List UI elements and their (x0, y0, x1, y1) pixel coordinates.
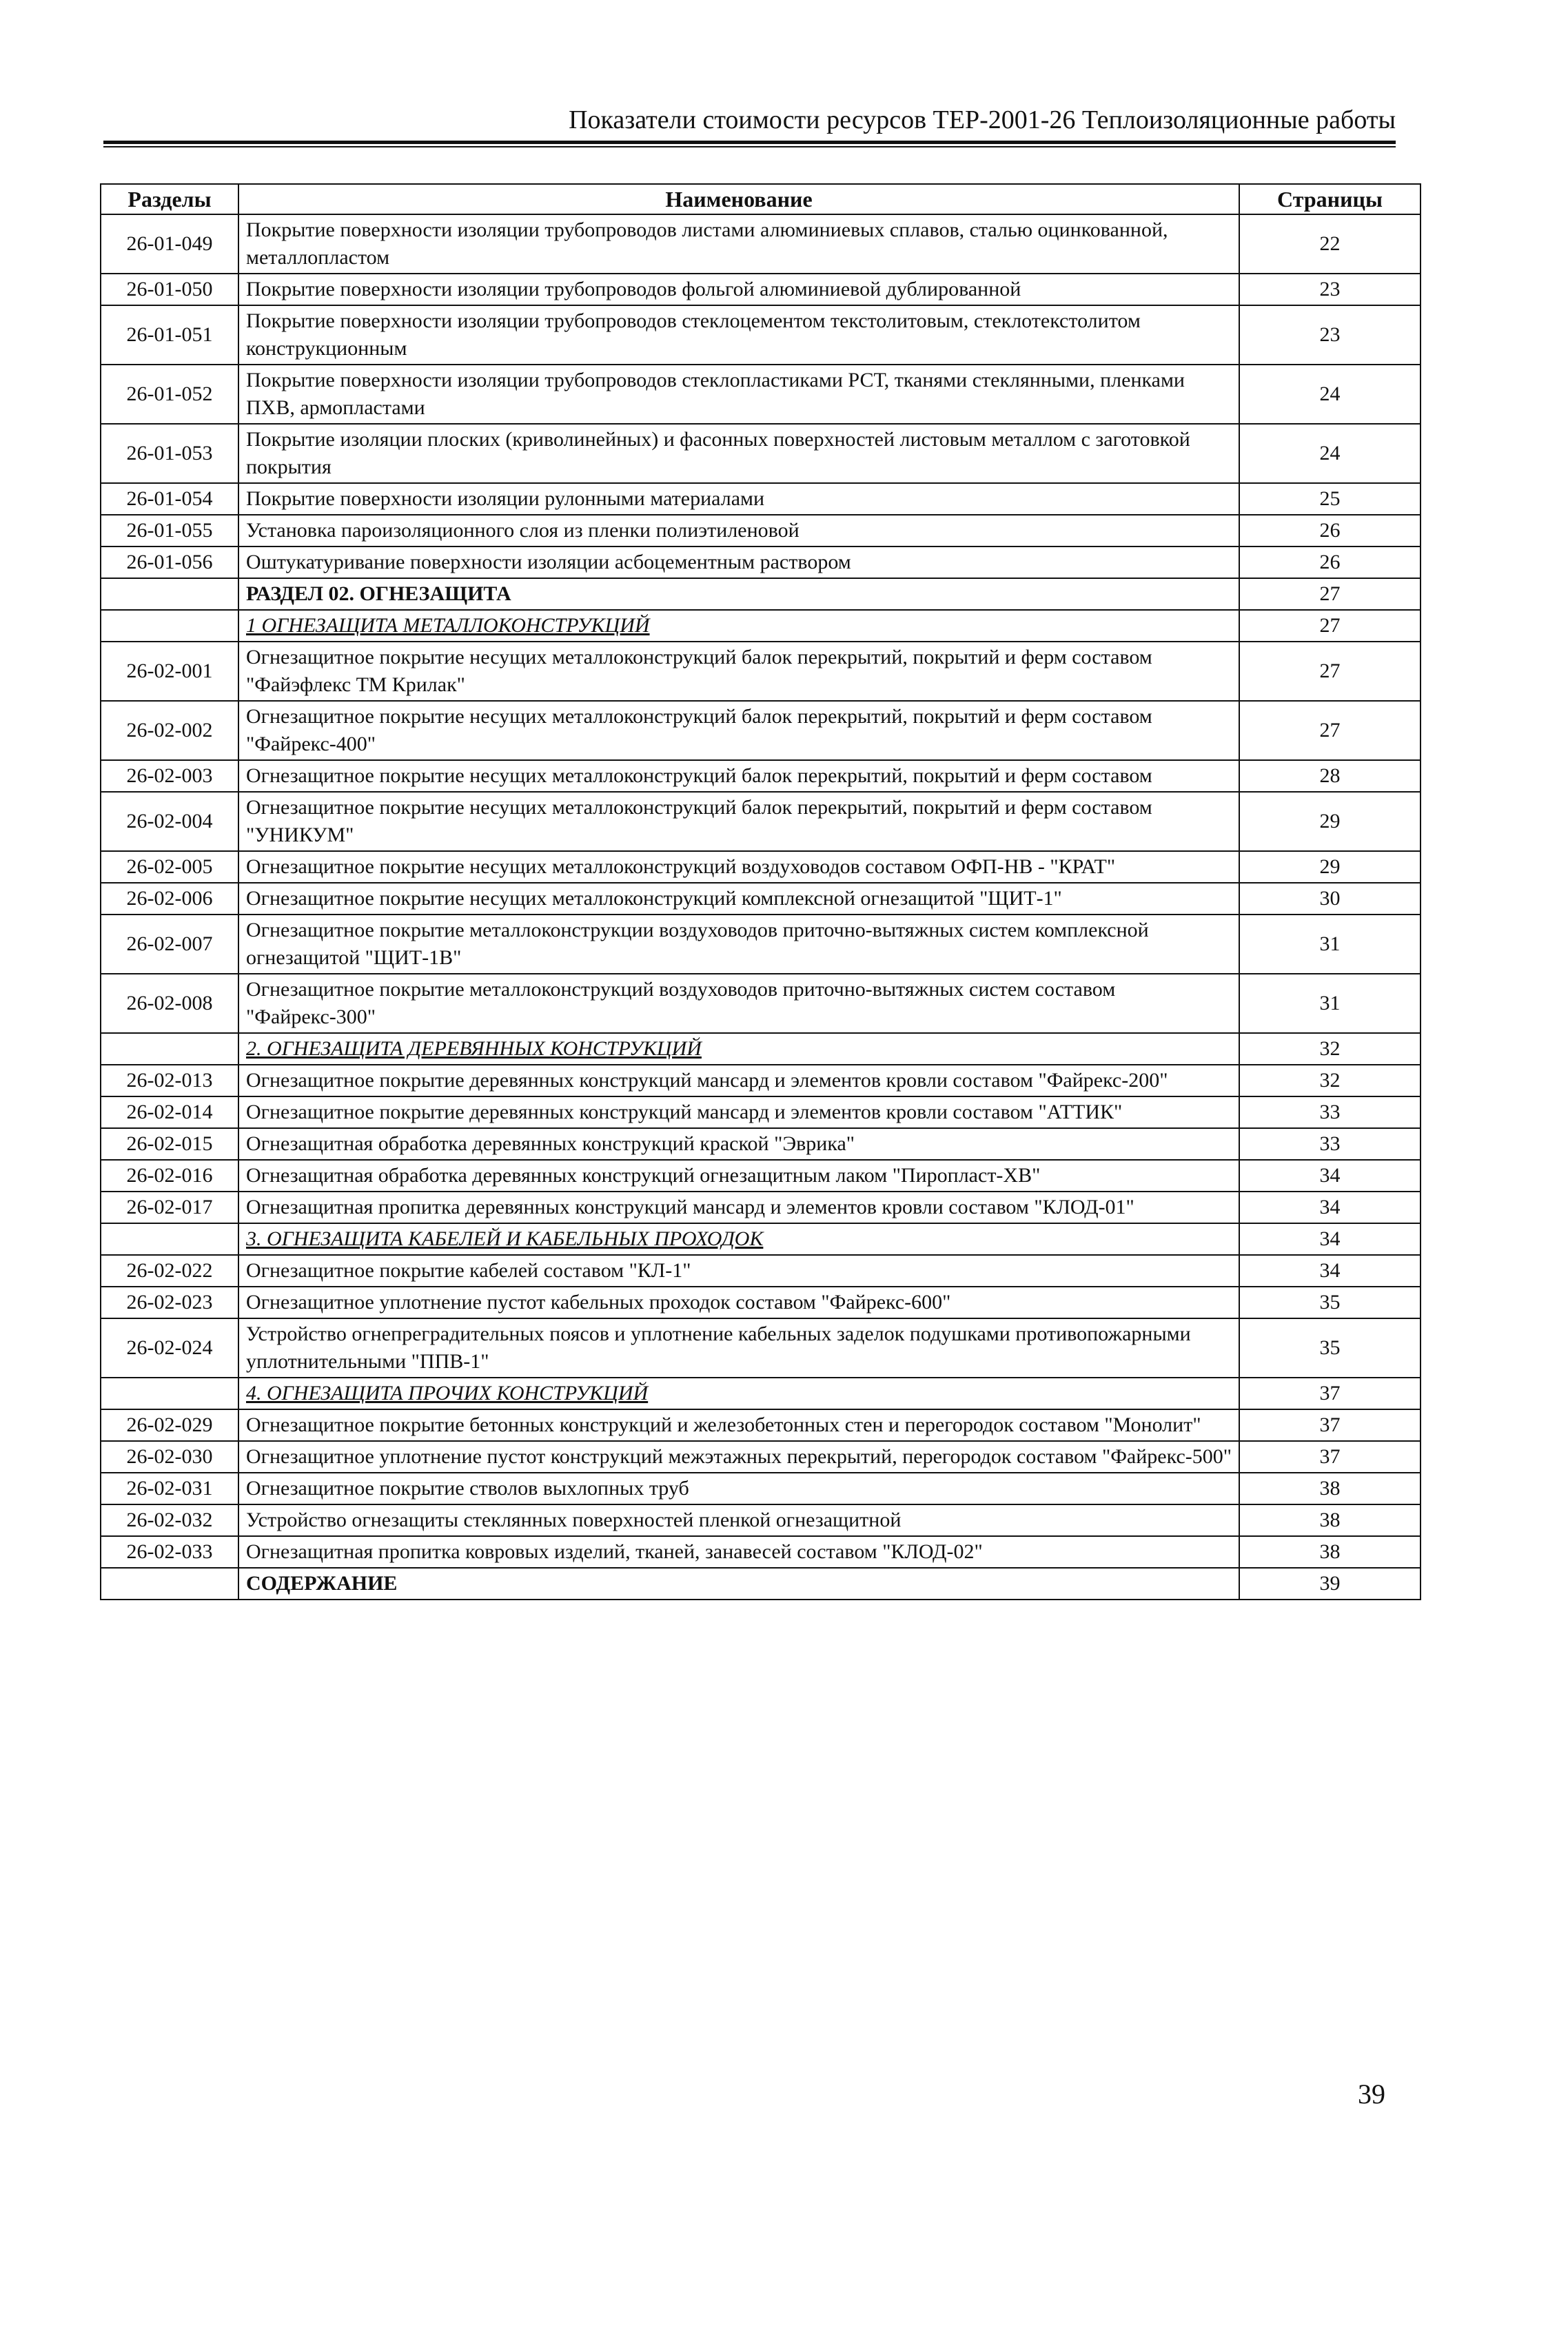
page-ref: 29 (1239, 792, 1421, 851)
section-code: 26-02-007 (101, 915, 238, 974)
table-row (101, 214, 1421, 274)
section-code: 26-02-008 (101, 974, 238, 1033)
contents-table (100, 183, 1421, 1600)
header-title: Показатели стоимости ресурсов ТЕР-2001-26 Теплоизоляционные работы (569, 105, 1396, 134)
table-row (101, 915, 1421, 974)
column-header-name: Наименование (238, 184, 1239, 214)
page-ref: 31 (1239, 915, 1421, 974)
section-row (101, 578, 1421, 610)
contents-row (101, 1568, 1421, 1600)
section-name: Огнезащитная пропитка ковровых изделий, тканей, занавесей составом "КЛОД-02" (238, 1536, 1239, 1568)
section-name: Покрытие поверхности изоляции трубопроводов фольгой алюминиевой дублированной (238, 274, 1239, 305)
section-name: Огнезащитное покрытие бетонных конструкций и железобетонных стен и перегородок составом "Монолит" (238, 1409, 1239, 1441)
section-name: Огнезащитное покрытие стволов выхлопных труб (238, 1473, 1239, 1504)
subsection-row (101, 610, 1421, 642)
section-name: Покрытие поверхности изоляции трубопроводов стеклоцементом текстолитовым, стеклотекстолитом конструкционным (238, 305, 1239, 365)
page-ref: 26 (1239, 547, 1421, 578)
section-code: 26-02-014 (101, 1096, 238, 1128)
section-name: Огнезащитное покрытие металлоконструкции воздуховодов приточно-вытяжных систем комплексной огнезащитой "ЩИТ-1В" (238, 915, 1239, 974)
page-ref: 38 (1239, 1536, 1421, 1568)
table-row (101, 365, 1421, 424)
section-name: РАЗДЕЛ 02. ОГНЕЗАЩИТА (238, 578, 1239, 610)
table-row (101, 701, 1421, 760)
table-row (101, 1473, 1421, 1504)
section-code: 26-02-003 (101, 760, 238, 792)
section-name: Огнезащитная обработка деревянных конструкций краской "Эврика" (238, 1128, 1239, 1160)
section-code: 26-02-017 (101, 1192, 238, 1223)
section-name: Огнезащитная обработка деревянных конструкций огнезащитным лаком "Пиропласт-ХВ" (238, 1160, 1239, 1192)
page-ref: 27 (1239, 642, 1421, 701)
table-row (101, 1441, 1421, 1473)
page-ref: 38 (1239, 1504, 1421, 1536)
section-code: 26-02-002 (101, 701, 238, 760)
section-name: Огнезащитное покрытие несущих металлоконструкций комплексной огнезащитой "ЩИТ-1" (238, 883, 1239, 915)
page-ref: 31 (1239, 974, 1421, 1033)
page-ref: 32 (1239, 1033, 1421, 1065)
section-code: 26-02-004 (101, 792, 238, 851)
section-code: 26-02-029 (101, 1409, 238, 1441)
table-body (101, 214, 1421, 1600)
table-row (101, 547, 1421, 578)
table-row (101, 642, 1421, 701)
table-row (101, 1287, 1421, 1318)
table-row (101, 1318, 1421, 1378)
table-row (101, 1536, 1421, 1568)
section-name: Огнезащитное покрытие металлоконструкций воздуховодов приточно-вытяжных систем составом "Файрекс-300" (238, 974, 1239, 1033)
table-row (101, 515, 1421, 547)
section-name: Огнезащитное покрытие несущих металлоконструкций балок перекрытий, покрытий и ферм составом "Файэфлекс ТМ Крилак" (238, 642, 1239, 701)
section-code: 26-02-006 (101, 883, 238, 915)
section-code: 26-01-050 (101, 274, 238, 305)
section-name: Покрытие поверхности изоляции трубопроводов листами алюминиевых сплавов, сталью оцинкованной, металлопластом (238, 214, 1239, 274)
page-ref: 35 (1239, 1287, 1421, 1318)
section-code: 26-02-033 (101, 1536, 238, 1568)
section-code: 26-01-055 (101, 515, 238, 547)
table-row (101, 1504, 1421, 1536)
table-row (101, 1096, 1421, 1128)
section-name: Покрытие поверхности изоляции рулонными материалами (238, 483, 1239, 515)
section-name: Огнезащитное покрытие несущих металлоконструкций балок перекрытий, покрытий и ферм составом (238, 760, 1239, 792)
table-row (101, 305, 1421, 365)
table-row (101, 1192, 1421, 1223)
table-row (101, 760, 1421, 792)
table-row (101, 1255, 1421, 1287)
section-code (101, 578, 238, 610)
section-name: Огнезащитное покрытие несущих металлоконструкций балок перекрытий, покрытий и ферм составом "Файрекс-400" (238, 701, 1239, 760)
section-code: 26-02-005 (101, 851, 238, 883)
section-name: 3. ОГНЕЗАЩИТА КАБЕЛЕЙ И КАБЕЛЬНЫХ ПРОХОДОК (238, 1223, 1239, 1255)
section-name: Огнезащитное уплотнение пустот конструкций межэтажных перекрытий, перегородок составом "Файрекс-500" (238, 1441, 1239, 1473)
section-name: 4. ОГНЕЗАЩИТА ПРОЧИХ КОНСТРУКЦИЙ (238, 1378, 1239, 1409)
page-ref: 23 (1239, 274, 1421, 305)
page-ref: 25 (1239, 483, 1421, 515)
page-ref: 34 (1239, 1255, 1421, 1287)
section-code: 26-02-031 (101, 1473, 238, 1504)
page-ref: 27 (1239, 578, 1421, 610)
page-ref: 35 (1239, 1318, 1421, 1378)
header-rule (103, 146, 1396, 147)
section-code (101, 1378, 238, 1409)
section-code: 26-02-032 (101, 1504, 238, 1536)
table-row (101, 974, 1421, 1033)
section-code (101, 1223, 238, 1255)
section-name: Огнезащитное покрытие несущих металлоконструкций воздуховодов составом ОФП-НВ - "КРАТ" (238, 851, 1239, 883)
page-ref: 32 (1239, 1065, 1421, 1096)
section-code: 26-02-015 (101, 1128, 238, 1160)
table-row (101, 483, 1421, 515)
section-code: 26-02-013 (101, 1065, 238, 1096)
section-code: 26-01-051 (101, 305, 238, 365)
page-ref: 24 (1239, 365, 1421, 424)
page-ref: 22 (1239, 214, 1421, 274)
page-ref: 37 (1239, 1409, 1421, 1441)
table-row (101, 1160, 1421, 1192)
page-ref: 24 (1239, 424, 1421, 483)
page-ref: 33 (1239, 1128, 1421, 1160)
section-name: Устройство огнезащиты стеклянных поверхностей пленкой огнезащитной (238, 1504, 1239, 1536)
column-header-page: Страницы (1239, 184, 1421, 214)
section-name: Огнезащитное покрытие деревянных конструкций мансард и элементов кровли составом "Файрекс-200" (238, 1065, 1239, 1096)
page-ref: 34 (1239, 1160, 1421, 1192)
section-code (101, 1033, 238, 1065)
page-ref: 26 (1239, 515, 1421, 547)
section-code: 26-02-016 (101, 1160, 238, 1192)
table-row (101, 274, 1421, 305)
section-code: 26-02-024 (101, 1318, 238, 1378)
section-name: Огнезащитное уплотнение пустот кабельных проходок составом "Файрекс-600" (238, 1287, 1239, 1318)
table-row (101, 883, 1421, 915)
section-name: 1 ОГНЕЗАЩИТА МЕТАЛЛОКОНСТРУКЦИЙ (238, 610, 1239, 642)
page-ref: 27 (1239, 610, 1421, 642)
column-header-code: Разделы (101, 184, 238, 214)
page-ref: 37 (1239, 1378, 1421, 1409)
section-name: Установка пароизоляционного слоя из пленки полиэтиленовой (238, 515, 1239, 547)
section-name: Покрытие поверхности изоляции трубопроводов стеклопластиками РСТ, тканями стеклянными, пленками ПХВ, армопластами (238, 365, 1239, 424)
section-code: 26-01-052 (101, 365, 238, 424)
section-name: Покрытие изоляции плоских (криволинейных) и фасонных поверхностей листовым металлом с заготовкой покрытия (238, 424, 1239, 483)
page-ref: 28 (1239, 760, 1421, 792)
section-name: СОДЕРЖАНИЕ (238, 1568, 1239, 1600)
section-name: Огнезащитная пропитка деревянных конструкций мансард и элементов кровли составом "КЛОД-01" (238, 1192, 1239, 1223)
page-ref: 37 (1239, 1441, 1421, 1473)
table-header-row (101, 184, 1421, 214)
section-name: Огнезащитное покрытие несущих металлоконструкций балок перекрытий, покрытий и ферм составом "УНИКУМ" (238, 792, 1239, 851)
page-header (103, 103, 1396, 144)
section-code (101, 610, 238, 642)
section-name: 2. ОГНЕЗАЩИТА ДЕРЕВЯННЫХ КОНСТРУКЦИЙ (238, 1033, 1239, 1065)
section-name: Огнезащитное покрытие кабелей составом "КЛ-1" (238, 1255, 1239, 1287)
section-code: 26-01-053 (101, 424, 238, 483)
section-name: Огнезащитное покрытие деревянных конструкций мансард и элементов кровли составом "АТТИК" (238, 1096, 1239, 1128)
table-row (101, 792, 1421, 851)
table-row (101, 1065, 1421, 1096)
section-code: 26-01-056 (101, 547, 238, 578)
section-code: 26-02-022 (101, 1255, 238, 1287)
page-ref: 39 (1239, 1568, 1421, 1600)
section-code: 26-01-054 (101, 483, 238, 515)
page-ref: 30 (1239, 883, 1421, 915)
page-ref: 29 (1239, 851, 1421, 883)
section-code: 26-02-030 (101, 1441, 238, 1473)
section-code: 26-02-023 (101, 1287, 238, 1318)
page-ref: 34 (1239, 1223, 1421, 1255)
section-code: 26-02-001 (101, 642, 238, 701)
subsection-row (101, 1378, 1421, 1409)
subsection-row (101, 1033, 1421, 1065)
table-row (101, 424, 1421, 483)
table-row (101, 1128, 1421, 1160)
page-ref: 38 (1239, 1473, 1421, 1504)
section-code (101, 1568, 238, 1600)
page-number: 39 (1358, 2078, 1385, 2110)
table-row (101, 851, 1421, 883)
section-name: Оштукатуривание поверхности изоляции асбоцементным раствором (238, 547, 1239, 578)
section-name: Устройство огнепреградительных поясов и уплотнение кабельных заделок подушками противопожарными уплотнительными "ППВ-1" (238, 1318, 1239, 1378)
page-ref: 33 (1239, 1096, 1421, 1128)
page-ref: 27 (1239, 701, 1421, 760)
subsection-row (101, 1223, 1421, 1255)
section-code: 26-01-049 (101, 214, 238, 274)
page-ref: 23 (1239, 305, 1421, 365)
page-ref: 34 (1239, 1192, 1421, 1223)
table-row (101, 1409, 1421, 1441)
